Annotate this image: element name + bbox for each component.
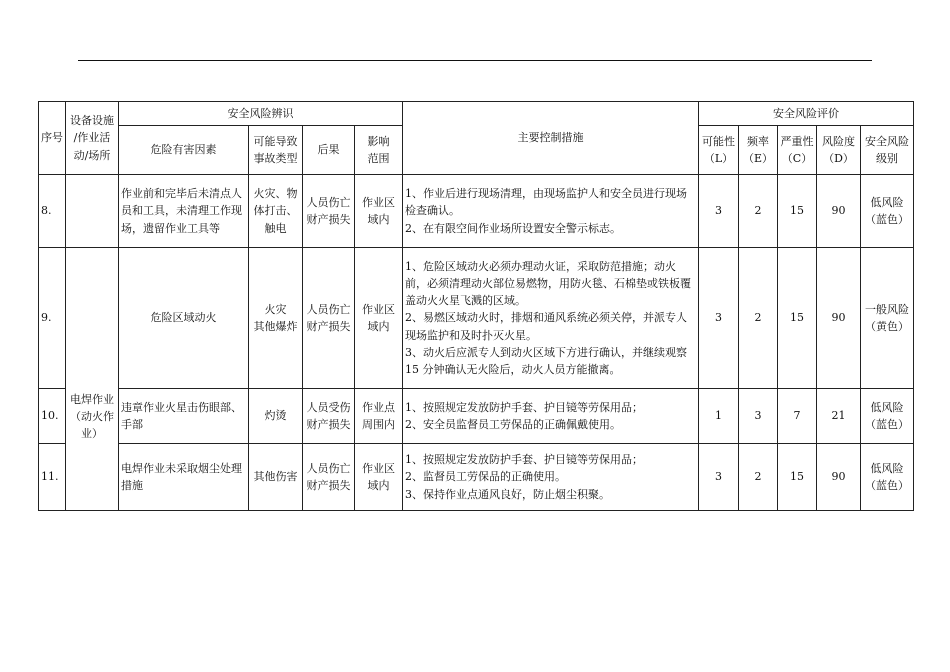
measure-item: 3、保持作业点通风良好，防止烟尘积聚。 — [405, 487, 610, 501]
header-hazard: 危险有害因素 — [119, 126, 249, 175]
row-likelihood: 3 — [699, 175, 739, 248]
header-risk-degree: 风险度 （D） — [817, 126, 861, 175]
measure-item: 2、监督员工劳保品的正确使用。 — [405, 470, 566, 484]
risk-assessment-table — [38, 101, 914, 511]
header-likelihood: 可能性 （L） — [699, 126, 739, 175]
row-hazard: 作业前和完毕后未清点人员和工具，未清理工作现场，遗留作业工具等 — [119, 175, 249, 248]
header-evaluation: 安全风险评价 — [699, 102, 914, 126]
row-measures — [403, 175, 699, 248]
row-risk-degree: 21 — [817, 389, 861, 444]
row-area — [66, 175, 119, 248]
row-severity: 15 — [778, 175, 817, 248]
row-measures — [403, 444, 699, 511]
measure-item: 2、安全员监督员工劳保品的正确佩戴使用。 — [405, 418, 621, 431]
row-accident: 其他伤害 — [249, 444, 303, 511]
header-scope: 影响 范围 — [355, 126, 403, 175]
header-facility: 设备设施 /作业活 动/场所 — [66, 102, 119, 175]
row-accident: 火灾 其他爆炸 — [249, 248, 303, 389]
header-row-top — [39, 102, 914, 126]
row-frequency: 3 — [739, 389, 778, 444]
row-measures — [403, 389, 699, 444]
row-hazard: 违章作业火星击伤眼部、手部 — [119, 389, 249, 444]
row-risk-degree: 90 — [817, 444, 861, 511]
row-accident: 灼烫 — [249, 389, 303, 444]
row-risk-degree: 90 — [817, 175, 861, 248]
measure-item: 2、易燃区域动火时，排烟和通风系统必须关停，并派专人现场监护和及时扑灭火星。 — [405, 311, 687, 342]
row-severity: 7 — [778, 389, 817, 444]
table-row — [39, 248, 914, 389]
row-risk-level: 低风险 （蓝色） — [861, 389, 914, 444]
measure-item: 1、按照规定发放防护手套、护目镜等劳保用品； — [405, 453, 643, 467]
row-likelihood: 1 — [699, 389, 739, 444]
row-scope: 作业区 域内 — [355, 248, 403, 389]
header-seq: 序号 — [39, 102, 66, 175]
header-rule — [78, 60, 872, 61]
measure-item: 1、危险区域动火必须办理动火证，采取防范措施；动火前，必须清理动火部位易燃物，用防火毯、石棉垫或铁板覆盖动火火星飞溅的区域。 — [405, 260, 691, 308]
row-scope: 作业点 周围内 — [355, 389, 403, 444]
header-consequence: 后果 — [303, 126, 355, 175]
row-severity: 15 — [778, 248, 817, 389]
table-row — [39, 389, 914, 444]
header-measures: 主要控制措施 — [403, 102, 699, 175]
header-accident-type: 可能导致 事故类型 — [249, 126, 303, 175]
row-seq: 10. — [39, 389, 66, 444]
row-scope: 作业区 域内 — [355, 444, 403, 511]
header-risk-level: 安全风险 级别 — [861, 126, 914, 175]
row-accident: 火灾、物体打击、触电 — [249, 175, 303, 248]
measure-item: 2、在有限空间作业场所设置安全警示标志。 — [405, 221, 621, 235]
row-consequence: 人员受伤 财产损失 — [303, 389, 355, 444]
row-severity: 15 — [778, 444, 817, 511]
header-frequency: 频率 （E） — [739, 126, 778, 175]
row-likelihood: 3 — [699, 248, 739, 389]
measure-item: 1、按照规定发放防护手套、护目镜等劳保用品； — [405, 400, 643, 414]
row-seq: 11. — [39, 444, 66, 511]
measure-item: 3、动火后应派专人到动火区域下方进行确认，并继续观察 15 分钟确认无火险后，动火人员方能撤离。 — [405, 345, 687, 376]
row-consequence: 人员伤亡 财产损失 — [303, 175, 355, 248]
row-risk-level: 一般风险 （黄色） — [861, 248, 914, 389]
row-frequency: 2 — [739, 248, 778, 389]
table-row — [39, 444, 914, 511]
row-frequency: 2 — [739, 444, 778, 511]
row-risk-level: 低风险 （蓝色） — [861, 444, 914, 511]
row-area-welding: 电焊作业 （动火作 业） — [66, 248, 119, 511]
row-scope: 作业区 域内 — [355, 175, 403, 248]
row-measures — [403, 248, 699, 389]
row-risk-level: 低风险 （蓝色） — [861, 175, 914, 248]
row-hazard: 危险区域动火 — [119, 248, 249, 389]
header-severity: 严重性 （C） — [778, 126, 817, 175]
row-consequence: 人员伤亡 财产损失 — [303, 444, 355, 511]
row-consequence: 人员伤亡 财产损失 — [303, 248, 355, 389]
row-likelihood: 3 — [699, 444, 739, 511]
table-row — [39, 175, 914, 248]
row-hazard: 电焊作业未采取烟尘处理措施 — [119, 444, 249, 511]
header-identification: 安全风险辨识 — [119, 102, 403, 126]
row-risk-degree: 90 — [817, 248, 861, 389]
row-seq: 9. — [39, 248, 66, 389]
row-frequency: 2 — [739, 175, 778, 248]
measure-item: 1、作业后进行现场清理，由现场监护人和安全员进行现场检查确认。 — [405, 187, 687, 218]
row-seq: 8. — [39, 175, 66, 248]
